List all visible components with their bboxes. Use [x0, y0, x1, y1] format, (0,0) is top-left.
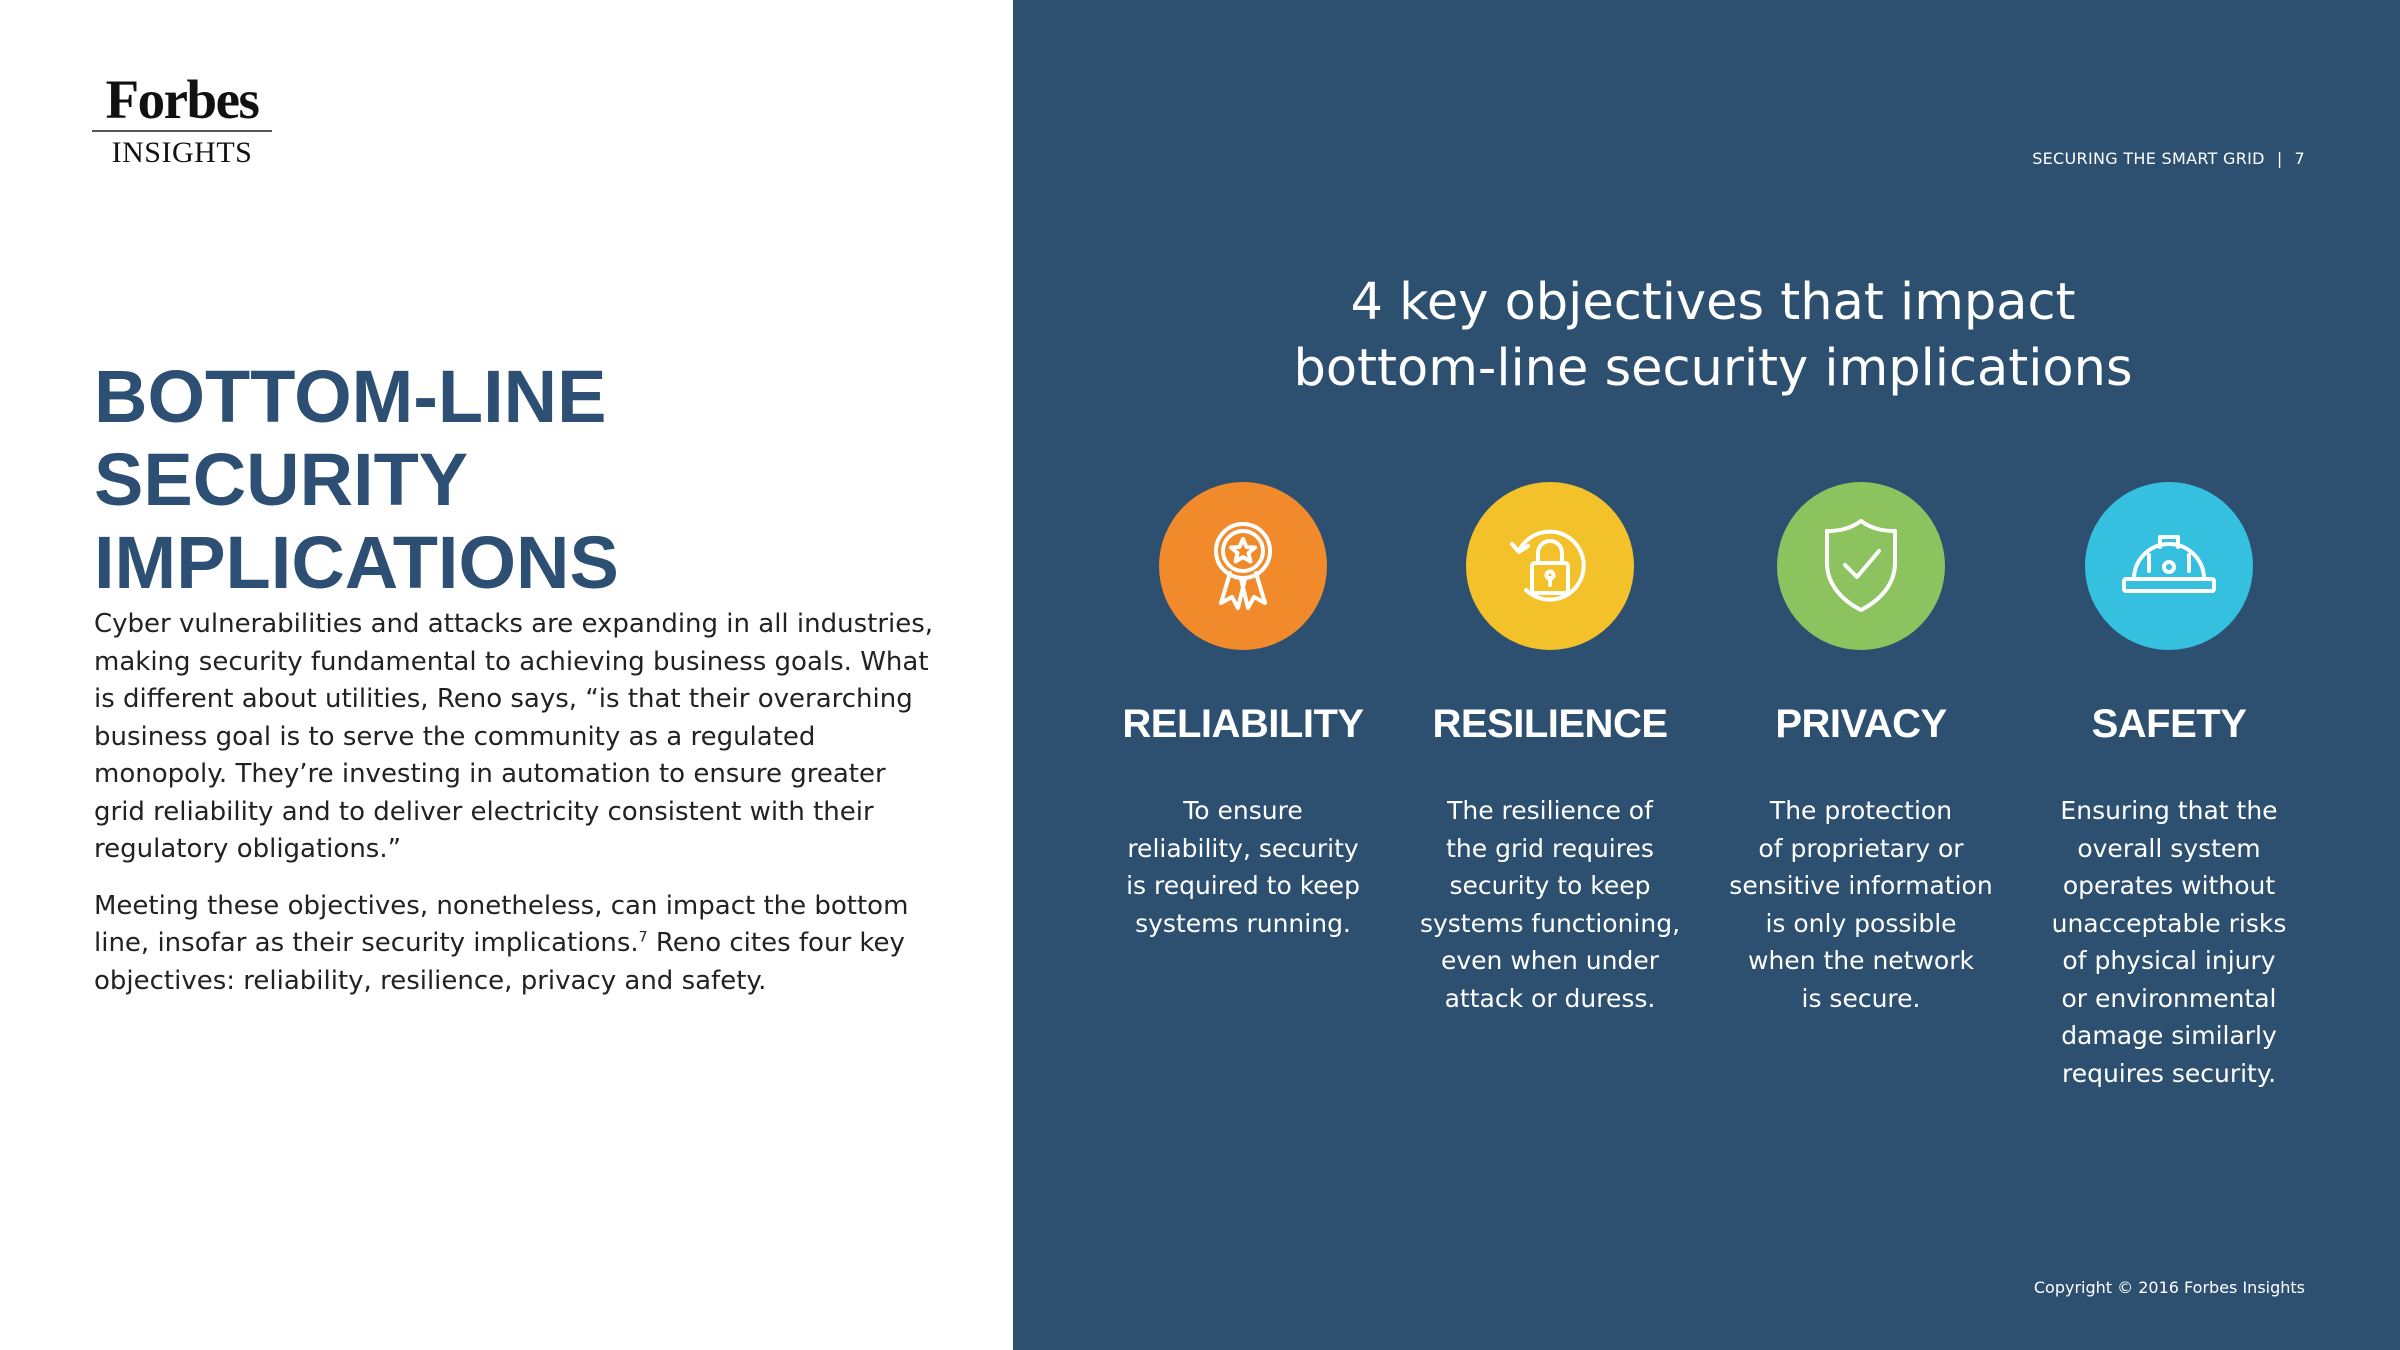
hard-hat-icon: [2114, 511, 2224, 621]
header-separator: |: [2276, 149, 2283, 168]
copyright-notice: Copyright © 2016 Forbes Insights: [2033, 1278, 2305, 1297]
objective-privacy: [1711, 482, 2011, 1017]
shield-check-icon: [1806, 511, 1916, 621]
running-header: [2032, 149, 2305, 168]
body-paragraph-2: [94, 888, 934, 1001]
objective-title: RELIABILITY: [1122, 702, 1364, 746]
logo-divider: [92, 130, 272, 132]
page-number: 7: [2294, 149, 2305, 168]
headline-line-2: SECURITY IMPLICATIONS: [94, 438, 619, 604]
left-panel: [0, 0, 1013, 1350]
paragraph-2-continuation: Reno cites four key objectives: reliability, resilience, privacy and safety.: [94, 928, 905, 996]
paragraph-2-text: Meeting these objectives, nonetheless, can impact the bottom line, insofar as their security implications.: [94, 890, 909, 958]
body-paragraph-1: Cyber vulnerabilities and attacks are expanding in all industries, making security fundamental to achieving business goals. What is different about utilities, Reno says, “is that their overarching business goal is to serve the community as a regulated monopoly. They’re investing in automation to ensure greater grid reliability and to deliver electricity consistent with their regulatory obligations.”: [94, 609, 934, 864]
headline-line-1: BOTTOM-LINE: [94, 355, 607, 438]
objectives-heading-line-2: bottom-line security implications: [1293, 339, 2133, 398]
objective-description: Ensuring that the overall system operates without unacceptable risks of physical injury or environmental damage similarly requires security.: [2051, 796, 2287, 1088]
objectives-heading-line-1: 4 key objectives that impact: [1350, 273, 2076, 332]
section-title: SECURING THE SMART GRID: [2032, 149, 2265, 168]
objective-resilience: [1400, 482, 1700, 1017]
objective-title: SAFETY: [2091, 702, 2247, 746]
footnote-marker: 7: [638, 929, 648, 946]
award-ribbon-icon: [1188, 511, 1298, 621]
body-text: [94, 606, 934, 1019]
objective-badge: [1777, 482, 1945, 650]
page-headline: [94, 355, 994, 604]
objective-description: To ensure reliability, security is required to keep systems running.: [1126, 796, 1360, 938]
objective-badge: [2085, 482, 2253, 650]
objective-badge: [1466, 482, 1634, 650]
objective-description: The protection of proprietary or sensitive information is only possible when the network is secure.: [1729, 796, 1993, 1013]
objective-description: The resilience of the grid requires security to keep systems functioning, even when under attack or duress.: [1419, 796, 1681, 1013]
objective-reliability: [1093, 482, 1393, 942]
objective-badge: [1159, 482, 1327, 650]
objectives-heading: [1213, 270, 2213, 402]
padlock-refresh-icon: [1495, 511, 1605, 621]
objective-title: RESILIENCE: [1432, 702, 1668, 746]
logo-subtitle: INSIGHTS: [111, 136, 253, 169]
objective-title: PRIVACY: [1775, 702, 1947, 746]
objective-safety: [2019, 482, 2319, 1092]
forbes-insights-logo: [92, 69, 272, 169]
logo-wordmark: Forbes: [105, 69, 259, 130]
